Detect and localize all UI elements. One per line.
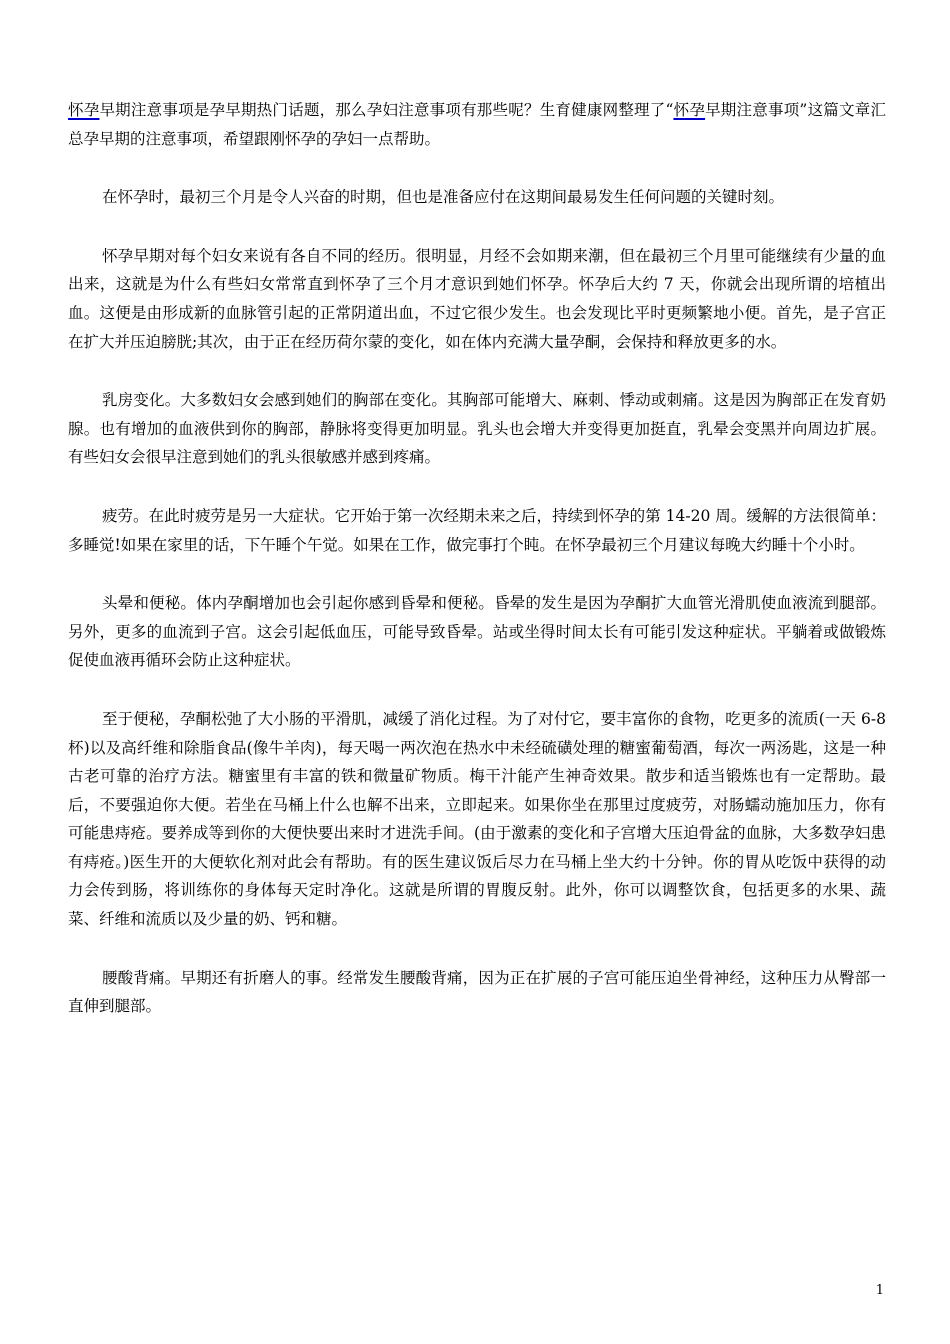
paragraph-early-experience: 怀孕早期对每个妇女来说有各自不同的经历。很明显，月经不会如期来潮，但在最初三个月里可能继续有少量的血出来，这就是为什么有些妇女常常直到怀孕了三个月才意识到她们怀孕。怀孕后大约 7 天，你就会出现所谓的培植出血。这便是由形成新的血脉管引起的正常阴道出血，不过它很少发生。也会发现比平时更频繁地小便。首先，是子宫正在扩大并压迫膀胱;其次，由于正在经历荷尔蒙的变化，如在体内充满大量孕酮，会保持和释放更多的水。 (68, 246, 886, 351)
pregnancy-link-2[interactable]: 怀孕 (673, 101, 706, 119)
document-body (68, 96, 886, 1051)
paragraph-first-trimester: 在怀孕时，最初三个月是令人兴奋的时期，但也是准备应付在这期间最易发生任何问题的关键时刻。 (102, 188, 785, 207)
paragraph-fatigue: 疲劳。在此时疲劳是另一大症状。它开始于第一次经期未来之后，持续到怀孕的第 14-20 周。缓解的方法很简单：多睡觉!如果在家里的话，下午睡个午觉。如果在工作，做完事打个盹。在怀孕最初三个月建议每晚大约睡十个小时。 (68, 506, 886, 554)
intro-text-2: 早期注意事项”这篇文章汇总孕早期的注意事项，希望跟刚怀孕的孕妇一点帮助。 (68, 101, 886, 148)
paragraph-breast-changes: 乳房变化。大多数妇女会感到她们的胸部在变化。其胸部可能增大、麻刺、悸动或刺痛。这是因为胸部正在发育奶腺。也有增加的血液供到你的胸部，静脉将变得更加明显。乳头也会增大并变得更加挺直，乳晕会变黑并向周边扩展。有些妇女会很早注意到她们的乳头很敏感并感到疼痛。 (68, 391, 886, 467)
intro-paragraph (68, 96, 886, 153)
pregnancy-link-1[interactable]: 怀孕 (68, 101, 100, 119)
intro-text-1: 早期注意事项是孕早期热门话题，那么孕妇注意事项有那些呢？生育健康网整理了“ (99, 101, 674, 119)
paragraph-back-pain: 腰酸背痛。早期还有折磨人的事。经常发生腰酸背痛，因为正在扩展的子宫可能压迫坐骨神经，这种压力从臀部一直伸到腿部。 (68, 968, 886, 1016)
page-number: 1 (875, 1283, 884, 1298)
paragraph-constipation-remedies: 至于便秘，孕酮松弛了大小肠的平滑肌，减缓了消化过程。为了对付它，要丰富你的食物，吃更多的流质(一天 6-8 杯)以及高纤维和除脂食品(像牛羊肉)，每天喝一两次泡在热水中未经硫磺处理的糖蜜葡萄酒，每次一两汤匙，这是一种古老可靠的治疗方法。糖蜜里有丰富的铁和微量矿物质。梅干汁能产生神奇效果。散步和适当锻炼也有一定帮助。最后，不要强迫你大便。若坐在马桶上什么也解不出来，立即起来。如果你坐在那里过度疲劳，对肠蠕动施加压力，你有可能患痔疮。要养成等到你的大便快要出来时才进洗手间。(由于激素的变化和子宫增大压迫骨盆的血脉，大多数孕妇患有痔疮。)医生开的大便软化剂对此会有帮助。有的医生建议饭后尽力在马桶上坐大约十分钟。你的胃从吃饭中获得的动力会传到肠，将训练你的身体每天定时净化。这就是所谓的胃腹反射。此外，你可以调整饮食，包括更多的水果、蔬菜、纤维和流质以及少量的奶、钙和糖。 (68, 709, 886, 929)
paragraph-dizziness-constipation: 头晕和便秘。体内孕酮增加也会引起你感到昏晕和便秘。昏晕的发生是因为孕酮扩大血管光滑肌使血液流到腿部。另外，更多的血流到子宫。这会引起低血压，可能导致昏晕。站或坐得时间太长有可能引发这种症状。平躺着或做锻炼促使血液再循环会防止这种症状。 (68, 594, 886, 670)
